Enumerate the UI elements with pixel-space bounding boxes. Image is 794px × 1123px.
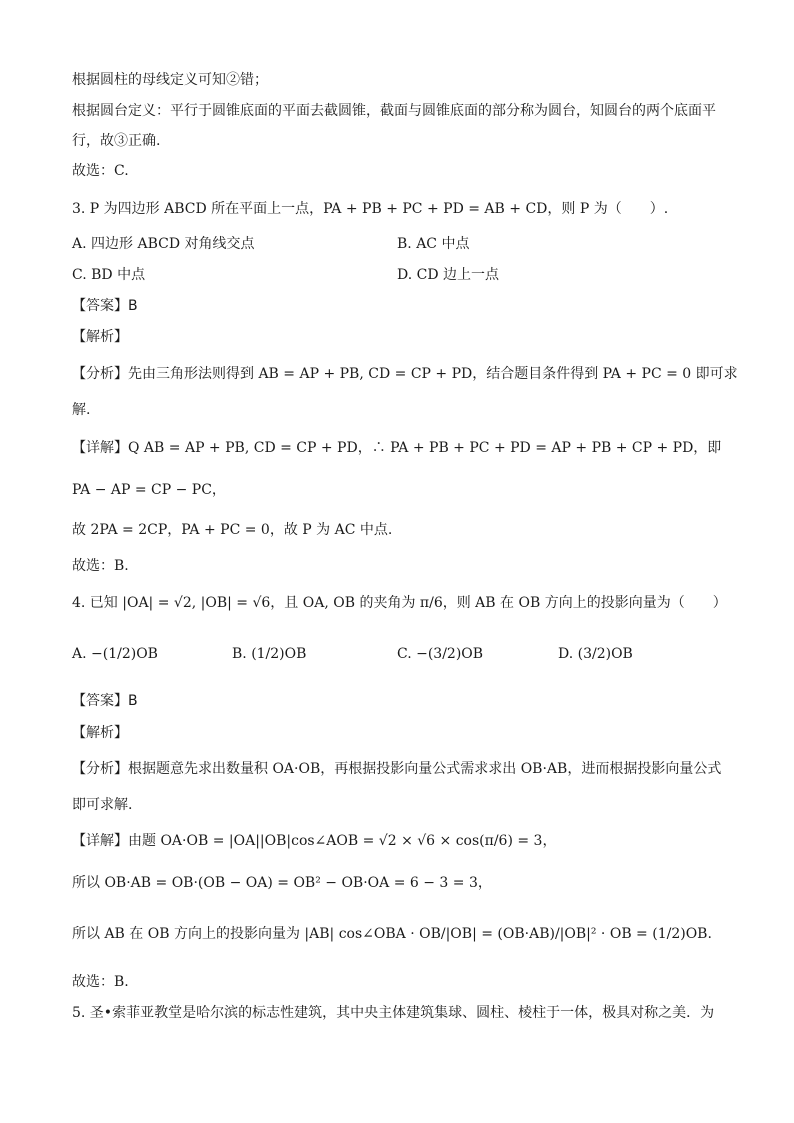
analysis-text: 【分析】先由三角形法则得到 AB = AP + PB, CD = CP + PD，结合题目条件得到 PA + PC = 0 即可求 xyxy=(72,366,738,382)
option-c: C. −(3/2)OB xyxy=(397,646,484,662)
selection-text: 故选：B. xyxy=(72,558,129,574)
detail-text: 所以 OB·AB = OB·(OB − OA) = OB² − OB·OA = 6 − 3 = 3， xyxy=(72,875,492,891)
detail-text: 【详解】由题 OA·OB = |OA||OB|cos∠AOB = √2 × √6 × cos(π/6) = 3， xyxy=(72,833,557,849)
option-a: A. −(1/2)OB xyxy=(72,646,158,662)
analysis-label: 【解析】 xyxy=(72,725,128,741)
selection-text: 故选：B. xyxy=(72,974,129,990)
option-c: C. BD 中点 xyxy=(72,267,146,283)
detail-text: 所以 AB 在 OB 方向上的投影向量为 |AB| cos∠OBA · OB/|OB| = (OB·AB)/|OB|² · OB = (1/2)OB. xyxy=(72,926,712,942)
option-b: B. AC 中点 xyxy=(397,236,470,252)
analysis-text: 【分析】根据题意先求出数量积 OA·OB，再根据投影向量公式需求求出 OB·AB，进而根据投影向量公式 xyxy=(72,761,722,777)
question-3: 3. P 为四边形 ABCD 所在平面上一点，PA + PB + PC + PD = AB + CD，则 P 为（ ）. xyxy=(72,201,669,217)
option-b: B. (1/2)OB xyxy=(232,646,307,662)
analysis-text: 即可求解. xyxy=(72,797,133,813)
analysis-label: 【解析】 xyxy=(72,329,128,345)
text-line: 根据圆台定义：平行于圆锥底面的平面去截圆锥，截面与圆锥底面的部分称为圆台，知圆台的两个底面平 xyxy=(72,103,716,119)
answer-label: 【答案】B xyxy=(72,298,138,314)
text-line: 故选：C. xyxy=(72,163,129,179)
text-line: 根据圆柱的母线定义可知②错； xyxy=(72,72,268,88)
option-a: A. 四边形 ABCD 对角线交点 xyxy=(72,236,255,252)
detail-text: PA − AP = CP − PC， xyxy=(72,482,226,498)
question-5: 5. 圣•索菲亚教堂是哈尔滨的标志性建筑，其中央主体建筑集球、圆柱、棱柱于一体，极具对称之美．为 xyxy=(72,1005,715,1021)
question-4: 4. 已知 |OA| = √2, |OB| = √6，且 OA, OB 的夹角为 π/6，则 AB 在 OB 方向上的投影向量为（ ） xyxy=(72,595,727,611)
option-d: D. (3/2)OB xyxy=(558,646,633,662)
detail-text: 【详解】Q AB = AP + PB, CD = CP + PD，∴ PA + PB + PC + PD = AP + PB + CP + PD，即 xyxy=(72,440,722,456)
analysis-text: 解. xyxy=(72,402,91,418)
answer-label: 【答案】B xyxy=(72,693,138,709)
text-line: 行，故③正确. xyxy=(72,133,161,149)
detail-text: 故 2PA = 2CP，PA + PC = 0，故 P 为 AC 中点. xyxy=(72,522,393,538)
option-d: D. CD 边上一点 xyxy=(397,267,500,283)
